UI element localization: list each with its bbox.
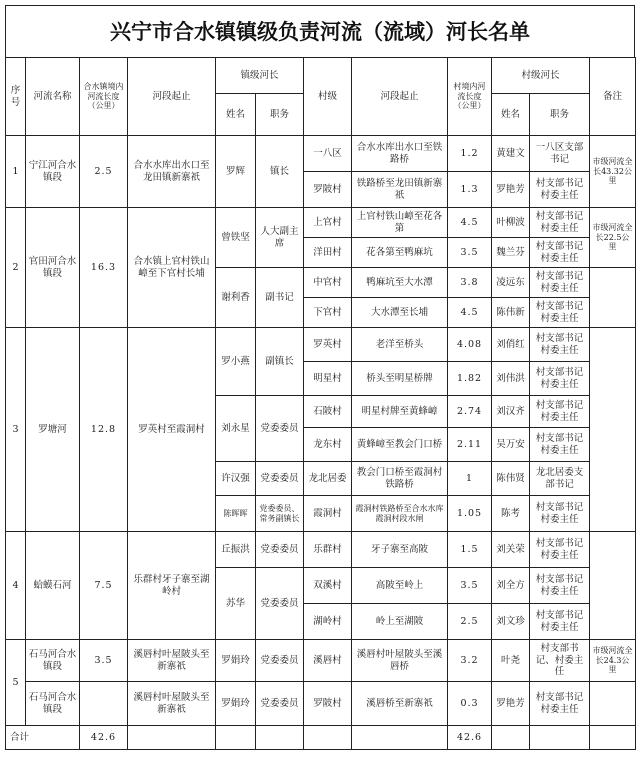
village-chief-position-cell: 村支部书记村委主任 bbox=[530, 172, 590, 208]
header-village-length: 村境内河流长度（公里） bbox=[448, 58, 492, 136]
village-length-cell: 0.3 bbox=[448, 682, 492, 726]
village-cell: 双溪村 bbox=[304, 568, 352, 604]
village-chief-name-cell: 刘俏红 bbox=[492, 328, 530, 362]
header-river-name: 河流名称 bbox=[26, 58, 80, 136]
village-cell: 乐群村 bbox=[304, 532, 352, 568]
seq-cell: 2 bbox=[6, 208, 26, 328]
village-section-cell: 明星村牌至黄蜂嶂 bbox=[352, 396, 448, 428]
seq-cell: 5 bbox=[6, 640, 26, 726]
header-village-section: 河段起止 bbox=[352, 58, 448, 136]
header-v-position: 职务 bbox=[530, 94, 590, 136]
total-blank bbox=[492, 726, 530, 750]
chief-position-cell: 党委委员 bbox=[256, 396, 304, 462]
chief-position-cell: 党委委员 bbox=[256, 568, 304, 640]
village-cell: 湖岭村 bbox=[304, 604, 352, 640]
header-name: 姓名 bbox=[216, 94, 256, 136]
village-chief-name-cell: 陈考 bbox=[492, 496, 530, 532]
village-length-cell: 1 bbox=[448, 462, 492, 496]
village-cell: 罗陂村 bbox=[304, 682, 352, 726]
river-name-cell: 宁江河合水镇段 bbox=[26, 136, 80, 208]
village-chief-name-cell: 刘汉齐 bbox=[492, 396, 530, 428]
village-cell: 霞洞村 bbox=[304, 496, 352, 532]
town-length-cell: 2.5 bbox=[80, 136, 128, 208]
chief-position-cell: 党委委员 bbox=[256, 682, 304, 726]
village-length-cell: 3.8 bbox=[448, 268, 492, 298]
section-cell: 合水水库出水口至龙田镇新寨祇 bbox=[128, 136, 216, 208]
village-chief-position-cell: 村支部书记村委主任 bbox=[530, 298, 590, 328]
village-cell: 龙东村 bbox=[304, 428, 352, 462]
chief-name-cell: 陈晖晖 bbox=[216, 496, 256, 532]
village-chief-position-cell: 村支部书记村委主任 bbox=[530, 604, 590, 640]
village-chief-name-cell: 叶柳波 bbox=[492, 208, 530, 238]
village-chief-position-cell: 村支部书记村委主任 bbox=[530, 362, 590, 396]
village-chief-position-cell: 村支部书记、村委主任 bbox=[530, 640, 590, 682]
village-chief-name-cell: 刘全方 bbox=[492, 568, 530, 604]
town-length-cell: 16.3 bbox=[80, 208, 128, 328]
village-chief-position-cell: 村支部书记村委主任 bbox=[530, 208, 590, 238]
village-section-cell: 合水水库出水口至铁路桥 bbox=[352, 136, 448, 172]
village-chief-name-cell: 吴万安 bbox=[492, 428, 530, 462]
village-length-cell: 4.5 bbox=[448, 298, 492, 328]
village-cell: 下官村 bbox=[304, 298, 352, 328]
river-name-cell: 石马河合水镇段 bbox=[26, 640, 80, 682]
village-length-cell: 4.08 bbox=[448, 328, 492, 362]
chief-position-cell: 人大副主席 bbox=[256, 208, 304, 268]
village-cell: 中官村 bbox=[304, 268, 352, 298]
village-length-cell: 2.11 bbox=[448, 428, 492, 462]
village-chief-name-cell: 罗艳芳 bbox=[492, 682, 530, 726]
seq-cell: 4 bbox=[6, 532, 26, 640]
chief-name-cell: 刘永星 bbox=[216, 396, 256, 462]
total-blank bbox=[304, 726, 352, 750]
header-town-chief: 镇级河长 bbox=[216, 58, 304, 94]
chief-name-cell: 罗娟玲 bbox=[216, 640, 256, 682]
village-chief-position-cell: 村支部书记村委主任 bbox=[530, 238, 590, 268]
village-chief-position-cell: 一八区支部书记 bbox=[530, 136, 590, 172]
remark-cell: 市级河流全长24.3公里 bbox=[590, 640, 636, 682]
river-name-cell: 蛤蟆石河 bbox=[26, 532, 80, 640]
village-chief-name-cell: 凌远东 bbox=[492, 268, 530, 298]
village-chief-position-cell: 村支部书记村委主任 bbox=[530, 396, 590, 428]
village-chief-position-cell: 村支部书记村委主任 bbox=[530, 496, 590, 532]
town-length-cell: 3.5 bbox=[80, 640, 128, 682]
village-length-cell: 2.5 bbox=[448, 604, 492, 640]
village-cell: 石陂村 bbox=[304, 396, 352, 428]
total-blank bbox=[216, 726, 256, 750]
chief-name-cell: 曾铁坚 bbox=[216, 208, 256, 268]
village-chief-position-cell: 村支部书记村委主任 bbox=[530, 268, 590, 298]
total-village-length: 42.6 bbox=[448, 726, 492, 750]
village-section-cell: 溪唇村叶屋陂头至溪唇桥 bbox=[352, 640, 448, 682]
village-chief-name-cell: 刘文珍 bbox=[492, 604, 530, 640]
village-length-cell: 3.2 bbox=[448, 640, 492, 682]
town-length-cell bbox=[80, 682, 128, 726]
header-position: 职务 bbox=[256, 94, 304, 136]
header-town-length: 合水镇境内河流长度（公里） bbox=[80, 58, 128, 136]
chief-name-cell: 罗辉 bbox=[216, 136, 256, 208]
village-cell: 溪唇村 bbox=[304, 640, 352, 682]
village-section-cell: 牙子寨至高陂 bbox=[352, 532, 448, 568]
total-label: 合计 bbox=[6, 726, 80, 750]
remark-cell: 市级河流全长43.32公里 bbox=[590, 136, 636, 208]
village-cell: 洋田村 bbox=[304, 238, 352, 268]
remark-cell bbox=[590, 682, 636, 726]
chief-position-cell: 党委委员 bbox=[256, 532, 304, 568]
river-name-cell: 罗塘河 bbox=[26, 328, 80, 532]
village-chief-name-cell: 陈伟新 bbox=[492, 298, 530, 328]
total-blank bbox=[530, 726, 590, 750]
river-chief-table bbox=[5, 57, 636, 750]
section-cell: 溪唇村叶屋陂头至新寨祇 bbox=[128, 640, 216, 682]
remark-cell: 市级河流全长22.5公里 bbox=[590, 208, 636, 268]
chief-name-cell: 罗小燕 bbox=[216, 328, 256, 396]
section-cell: 罗英村至霞洞村 bbox=[128, 328, 216, 532]
chief-name-cell: 苏华 bbox=[216, 568, 256, 640]
village-section-cell: 溪唇桥至新寨祇 bbox=[352, 682, 448, 726]
village-length-cell: 1.2 bbox=[448, 136, 492, 172]
chief-position-cell: 党委委员、常务副镇长 bbox=[256, 496, 304, 532]
header-village-chief: 村级河长 bbox=[492, 58, 590, 94]
total-blank bbox=[256, 726, 304, 750]
chief-position-cell: 党委委员 bbox=[256, 462, 304, 496]
village-cell: 上官村 bbox=[304, 208, 352, 238]
village-section-cell: 霞洞村铁路桥至合水水库霞洞村段水闸 bbox=[352, 496, 448, 532]
village-section-cell: 岭上至湖陂 bbox=[352, 604, 448, 640]
village-chief-position-cell: 村支部书记村委主任 bbox=[530, 428, 590, 462]
village-section-cell: 教会门口桥至霞洞村铁路桥 bbox=[352, 462, 448, 496]
village-chief-position-cell: 村支部书记村委主任 bbox=[530, 532, 590, 568]
village-chief-name-cell: 叶尧 bbox=[492, 640, 530, 682]
village-length-cell: 3.5 bbox=[448, 238, 492, 268]
village-section-cell: 大水潭至长埔 bbox=[352, 298, 448, 328]
header-village: 村级 bbox=[304, 58, 352, 136]
village-chief-name-cell: 罗艳芳 bbox=[492, 172, 530, 208]
chief-position-cell: 党委委员 bbox=[256, 640, 304, 682]
river-name-cell: 石马河合水镇段 bbox=[26, 682, 80, 726]
village-chief-name-cell: 魏兰芬 bbox=[492, 238, 530, 268]
village-chief-position-cell: 龙北居委支部书记 bbox=[530, 462, 590, 496]
village-section-cell: 鸭麻坑至大水潭 bbox=[352, 268, 448, 298]
header-seq: 序号 bbox=[6, 58, 26, 136]
chief-name-cell: 许汉强 bbox=[216, 462, 256, 496]
total-town-length: 42.6 bbox=[80, 726, 128, 750]
remark-cell bbox=[590, 268, 636, 328]
total-blank bbox=[352, 726, 448, 750]
chief-name-cell: 谢利香 bbox=[216, 268, 256, 328]
village-cell: 一八区 bbox=[304, 136, 352, 172]
village-section-cell: 黄蜂嶂至教会门口桥 bbox=[352, 428, 448, 462]
village-length-cell: 4.5 bbox=[448, 208, 492, 238]
village-length-cell: 1.05 bbox=[448, 496, 492, 532]
remark-cell bbox=[590, 328, 636, 532]
chief-position-cell: 副书记 bbox=[256, 268, 304, 328]
chief-name-cell: 罗娟玲 bbox=[216, 682, 256, 726]
village-section-cell: 桥头至明星桥牌 bbox=[352, 362, 448, 396]
village-length-cell: 1.82 bbox=[448, 362, 492, 396]
header-remark: 备注 bbox=[590, 58, 636, 136]
river-name-cell: 官田河合水镇段 bbox=[26, 208, 80, 328]
village-length-cell: 1.3 bbox=[448, 172, 492, 208]
village-cell: 明星村 bbox=[304, 362, 352, 396]
village-cell: 龙北居委 bbox=[304, 462, 352, 496]
chief-position-cell: 镇长 bbox=[256, 136, 304, 208]
village-cell: 罗英村 bbox=[304, 328, 352, 362]
seq-cell: 3 bbox=[6, 328, 26, 532]
village-chief-name-cell: 黄建文 bbox=[492, 136, 530, 172]
village-section-cell: 上官村铁山嶂至花各第 bbox=[352, 208, 448, 238]
village-chief-position-cell: 村支部书记村委主任 bbox=[530, 328, 590, 362]
village-chief-name-cell: 陈伟贤 bbox=[492, 462, 530, 496]
town-length-cell: 12.8 bbox=[80, 328, 128, 532]
village-chief-position-cell: 村支部书记村委主任 bbox=[530, 568, 590, 604]
village-chief-name-cell: 刘伟洪 bbox=[492, 362, 530, 396]
village-section-cell: 铁路桥至龙田镇新寨祇 bbox=[352, 172, 448, 208]
village-chief-position-cell: 村支部书记村委主任 bbox=[530, 682, 590, 726]
village-chief-name-cell: 刘关荣 bbox=[492, 532, 530, 568]
town-length-cell: 7.5 bbox=[80, 532, 128, 640]
village-section-cell: 老洋至桥头 bbox=[352, 328, 448, 362]
village-cell: 罗陂村 bbox=[304, 172, 352, 208]
header-v-name: 姓名 bbox=[492, 94, 530, 136]
chief-position-cell: 副镇长 bbox=[256, 328, 304, 396]
section-cell: 溪唇村叶屋陂头至新寨祇 bbox=[128, 682, 216, 726]
village-section-cell: 花各第至鸭麻坑 bbox=[352, 238, 448, 268]
chief-name-cell: 丘振洪 bbox=[216, 532, 256, 568]
document-title: 兴宁市合水镇镇级负责河流（流域）河长名单 bbox=[5, 5, 635, 57]
village-length-cell: 3.5 bbox=[448, 568, 492, 604]
total-blank bbox=[590, 726, 636, 750]
total-blank bbox=[128, 726, 216, 750]
village-length-cell: 2.74 bbox=[448, 396, 492, 428]
section-cell: 乐群村牙子寨至湖岭村 bbox=[128, 532, 216, 640]
village-section-cell: 高陂至岭上 bbox=[352, 568, 448, 604]
seq-cell: 1 bbox=[6, 136, 26, 208]
village-length-cell: 1.5 bbox=[448, 532, 492, 568]
header-section: 河段起止 bbox=[128, 58, 216, 136]
remark-cell bbox=[590, 532, 636, 640]
section-cell: 合水镇上官村铁山嶂至下官村长埔 bbox=[128, 208, 216, 328]
